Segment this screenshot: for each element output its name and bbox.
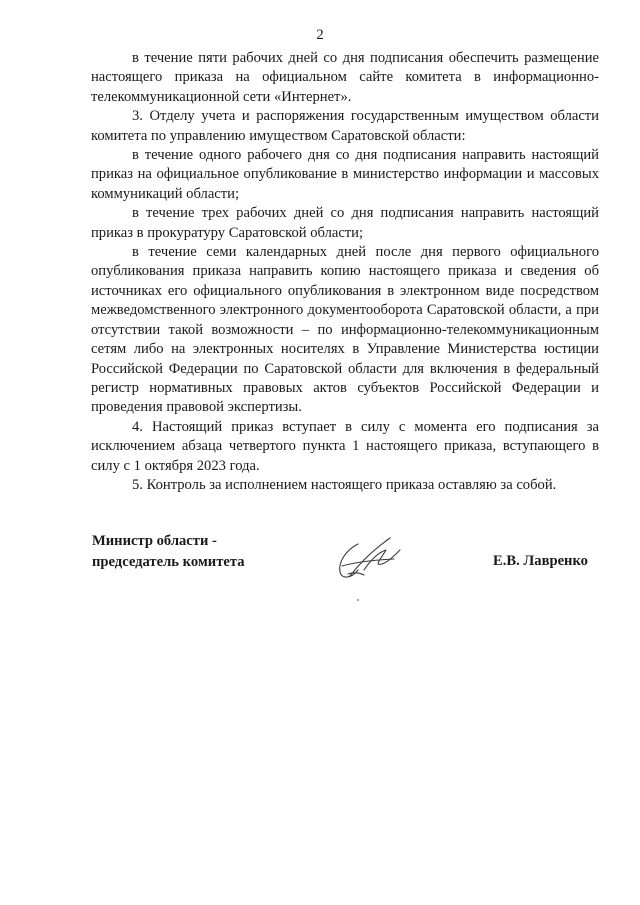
paragraph-ministry-of-justice: в течение семи календарных дней после дня первого официального опубликования приказа направить копию настоящего приказа и сведения об источниках его официального опубликования в электронном виде посредством межведомственного электронного документооборота Саратовской области, а при отсутствии такой возможности – по информационно-телекоммуникационным сетям либо на электронных носителях в Управление Министерства юстиции Российской Федерации по Саратовской области для включения в федеральный регистр нормативных правовых актов субъектов Российской Федерации и проведения правовой экспертизы. — [91, 244, 599, 416]
paragraph-official-publication: в течение одного рабочего дня со дня подписания направить настоящий приказ на официальное опубликование в министерство информации и массовых коммуникаций области; — [91, 147, 599, 202]
signatory-title-line-1: Министр области - — [92, 533, 217, 549]
paragraph-item-5: 5. Контроль за исполнением настоящего приказа оставляю за собой. — [132, 476, 557, 493]
signatory-title — [92, 531, 245, 573]
page-number: 2 — [316, 27, 324, 43]
paragraph-item-3: 3. Отделу учета и распоряжения государственным имуществом области комитета по управлению имуществом Саратовской области: — [91, 108, 599, 144]
signatory-title-line-2: председатель комитета — [92, 554, 245, 570]
paragraph-prosecutor: в течение трех рабочих дней со дня подписания направить настоящий приказ в прокуратуру Саратовской области; — [91, 205, 599, 241]
paragraph-item-4: 4. Настоящий приказ вступает в силу с момента его подписания за исключением абзаца четвертого пункта 1 настоящего приказа, вступающего в силу с 1 октября 2023 года. — [91, 418, 599, 474]
handwritten-signature — [328, 530, 412, 588]
signer-name: Е.В. Лавренко — [493, 553, 588, 569]
paragraph-publication-website: в течение пяти рабочих дней со дня подписания обеспечить размещение настоящего приказа на официальном сайте комитета в информационно-телекоммуникационной сети «Интернет». — [91, 50, 599, 105]
scan-speck — [357, 599, 359, 601]
document-body — [91, 49, 599, 495]
